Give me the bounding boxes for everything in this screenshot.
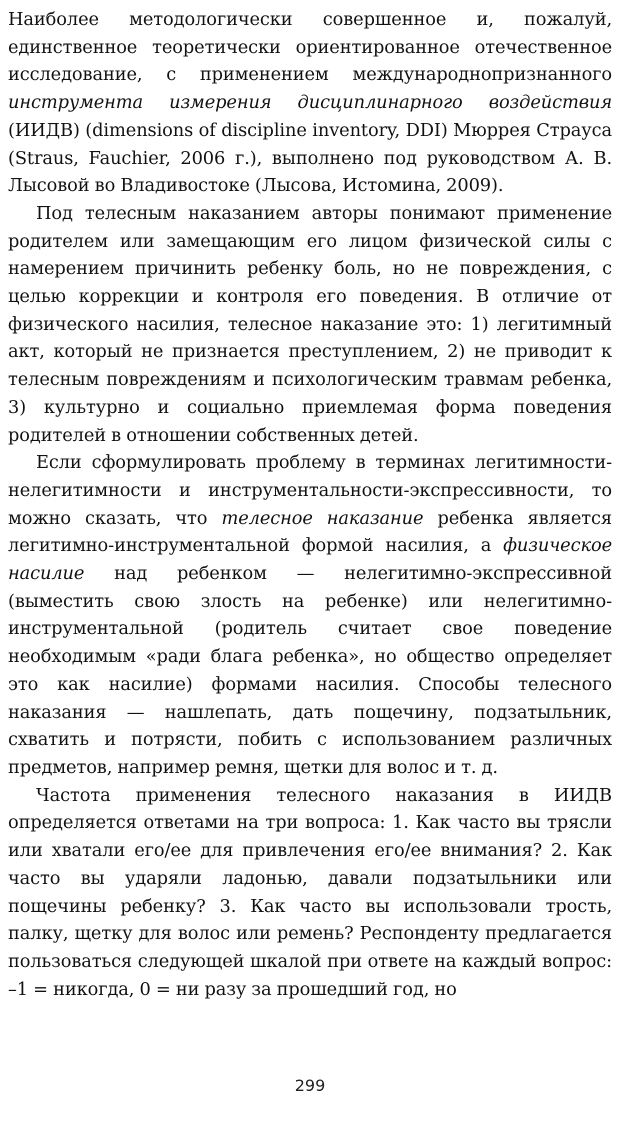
paragraph-4 <box>8 782 612 1004</box>
paragraph-3 <box>8 449 612 781</box>
paragraph-3-segment-4-italic: физическое насилие <box>8 535 612 585</box>
paragraph-3-segment-3: ребенка является легитимно-инструментальной формой насилия, а <box>8 507 613 557</box>
paragraph-3-segment-5: над ребенком — нелегитимно-экспрессивной (выместить свою злость на ребенке) или нелегитимно-инструментальной (родитель считает свое поведение необходимым «ради блага ребенка», но общество определяет это как насилие) формами насилия. Способы телесного наказания — нашлепать, дать пощечину, подзатыльник, схватить и потрясти, побить с использованием различных предметов, например ремня, щетки для волос и т. д. <box>8 563 612 778</box>
paragraph-1 <box>8 6 612 200</box>
paragraph-1-segment-1: Наиболее методологически совершенное и, пожалуй, единственное теоретически ориентированное отечественное исследование, с применением международнопризнанного <box>8 9 612 86</box>
paragraph-4-segment-1: Частота применения телесного наказания в ИИДВ определяется ответами на три вопроса: 1. Как часто вы трясли или хватали его/ее для привлечения его/ее внимания? 2. Как часто вы ударяли ладонью, давали подзатыльники или пощечины ребенку? 3. Как часто вы использовали трость, палку, щетку для волос или ремень? Респонденту предлагается пользоваться следующей шкалой при ответе на каждый вопрос: –1 = никогда, 0 = ни разу за прошедший год, но <box>8 784 612 1000</box>
paragraph-1-segment-2-italic: инструмента измерения дисциплинарного воздействия <box>8 92 612 114</box>
page-body <box>8 6 612 1003</box>
page-number: 299 <box>294 1076 326 1095</box>
paragraph-1-segment-3: (ИИДВ) (dimensions of discipline inventory, DDI) Мюррея Страуса (Straus, Fauchier, 2006 г.), выполнено под руководством А. В. Лысовой во Владивостоке (Лысова, Истомина, 2009). <box>8 119 612 197</box>
paragraph-3-segment-1: Если сформулировать проблему в терминах легитимности-нелегитимности и инструментальности-экспрессивности, то можно сказать, что <box>8 452 612 529</box>
paragraph-3-segment-2-italic: телесное наказание <box>221 507 424 529</box>
paragraph-2 <box>8 200 612 449</box>
paragraph-2-segment-1: Под телесным наказанием авторы понимают применение родителем или замещающим его лицом физической силы с намерением причинить ребенку боль, но не повреждения, с целью коррекции и контроля его поведения. В отличие от физического насилия, телесное наказание это: 1) легитимный акт, который не признается преступлением, 2) не приводит к телесным повреждениям и психологическим травмам ребенка, 3) культурно и социально приемлемая форма поведения родителей в отношении собственных детей. <box>8 202 612 446</box>
